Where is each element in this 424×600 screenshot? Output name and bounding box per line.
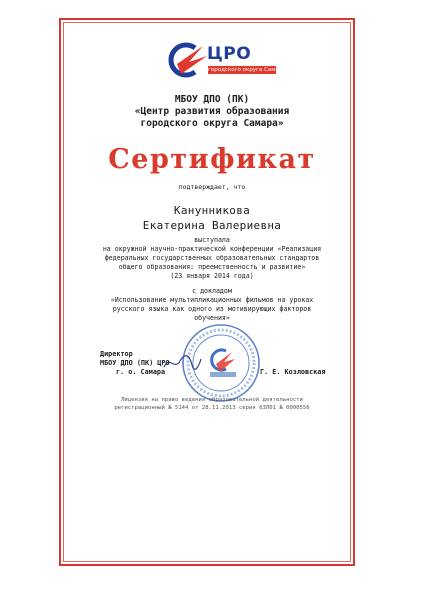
conference-line-3: общего образования: преемственность и развитие» (118, 263, 306, 271)
director-organization: МБОУ ДПО (ПК) ЦРО (100, 359, 170, 367)
recipient-surname: Канунникова (173, 204, 251, 217)
org-line-1: МБОУ ДПО (ПК) (174, 94, 250, 105)
org-line-2: «Центр развития образования (134, 106, 290, 117)
conference-line-2: федеральных государственных образовательных стандартов (104, 254, 320, 262)
certificate-title: Сертификат (108, 144, 316, 175)
signer-name: Г. Е. Козловская (260, 368, 326, 376)
report-title-line-3: обучения» (194, 314, 230, 322)
recipient-given-names: Екатерина Валериевна (142, 219, 282, 232)
license-line-2: регистрационный № 5144 от 28.11.2013 серия 63Л01 № 0000556 (114, 405, 310, 411)
director-city: г. о. Самара (116, 368, 166, 376)
confirms-text: подтверждает, что (178, 183, 246, 191)
director-title: Директор (100, 350, 133, 358)
performed-text: выступала (194, 236, 230, 244)
report-title-line-1: «Использование мультипликационных фильмов на уроках (110, 296, 314, 304)
report-title-line-2: русского языка как одного из мотивирующих факторов (112, 305, 312, 313)
with-report-text: с докладом (192, 287, 232, 295)
license-line-1: Лицензия на право ведения образовательной деятельности (121, 397, 303, 403)
logo-subtitle: городского округа Самара (208, 67, 286, 73)
org-line-3: городского округа Самара» (140, 118, 284, 129)
logo-brand: ЦРО (207, 44, 252, 64)
conference-line-1: на окружной научно-практической конференции «Реализация (102, 245, 322, 253)
conference-date: (23 января 2014 года) (170, 272, 254, 280)
